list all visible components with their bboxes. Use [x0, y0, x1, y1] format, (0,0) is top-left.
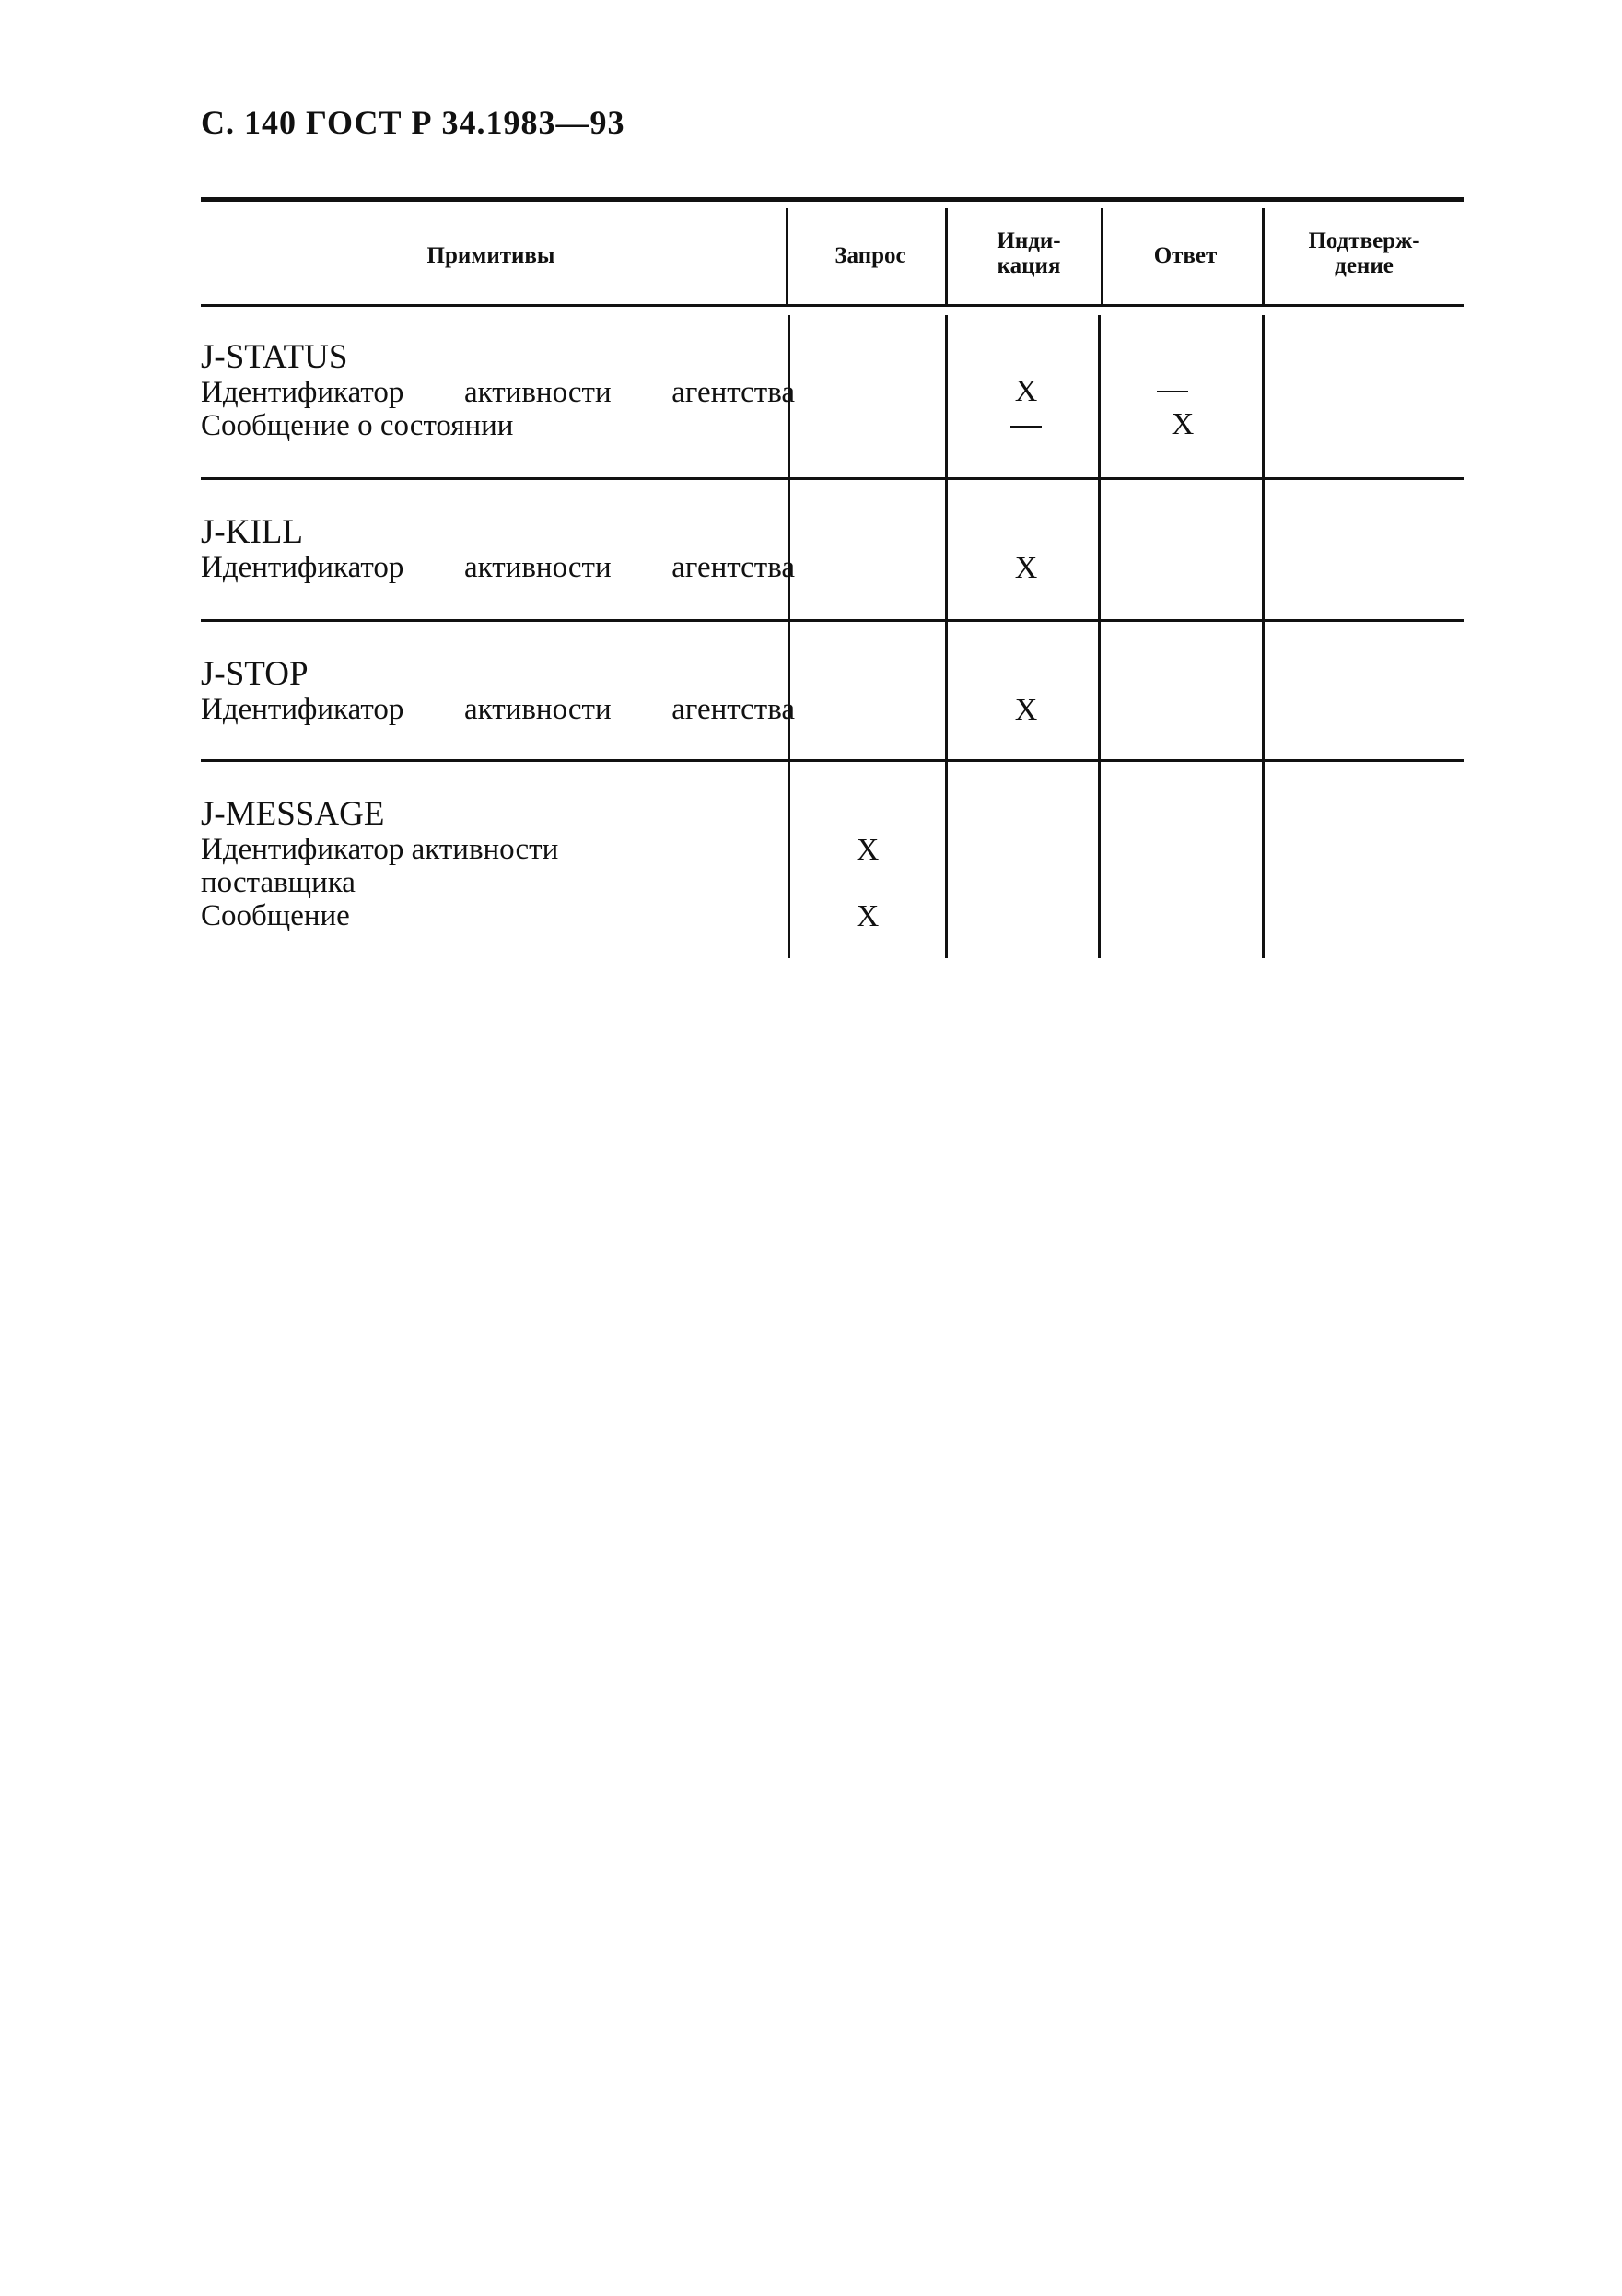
column-divider [1101, 208, 1103, 304]
column-divider [786, 208, 788, 304]
column-header-indication: Инди- кация [997, 228, 1061, 278]
column-header-request: Запрос [834, 243, 906, 268]
row-separator [201, 759, 1464, 762]
column-divider [945, 315, 948, 958]
column-header-primitives: Примитивы [426, 243, 555, 268]
indication-mark: X [1014, 374, 1038, 408]
response-mark: X [1171, 407, 1195, 441]
page-header: С. 140 ГОСТ Р 34.1983—93 [201, 104, 625, 141]
column-divider [1262, 315, 1265, 958]
parameter-label: Идентификатор активности [201, 833, 559, 866]
parameter-label: Сообщение о состоянии [201, 409, 514, 442]
indication-mark: X [1014, 693, 1038, 727]
parameter-label: Сообщение [201, 899, 350, 932]
table-top-rule [201, 197, 1464, 202]
column-divider [945, 208, 948, 304]
parameter-label: поставщика [201, 866, 356, 899]
column-divider [1262, 208, 1265, 304]
column-divider [1098, 315, 1101, 958]
request-mark: X [856, 833, 880, 867]
column-divider [788, 315, 790, 958]
primitive-name: J-MESSAGE [201, 795, 385, 833]
indication-mark: X [1014, 551, 1038, 585]
parameter-label: Идентификатор активности агентства [201, 551, 795, 584]
primitive-name: J-STATUS [201, 338, 348, 376]
response-dash [1157, 391, 1188, 392]
indication-dash [1010, 426, 1042, 428]
primitive-name: J-KILL [201, 513, 303, 551]
header-bottom-rule [201, 304, 1464, 307]
row-separator [201, 477, 1464, 480]
column-header-confirmation: Подтверж- дение [1308, 228, 1420, 278]
parameter-label: Идентификатор активности агентства [201, 376, 795, 409]
request-mark: X [856, 899, 880, 933]
parameter-label: Идентификатор активности агентства [201, 693, 795, 726]
column-header-response: Ответ [1153, 243, 1218, 268]
primitive-name: J-STOP [201, 655, 309, 693]
row-separator [201, 619, 1464, 622]
